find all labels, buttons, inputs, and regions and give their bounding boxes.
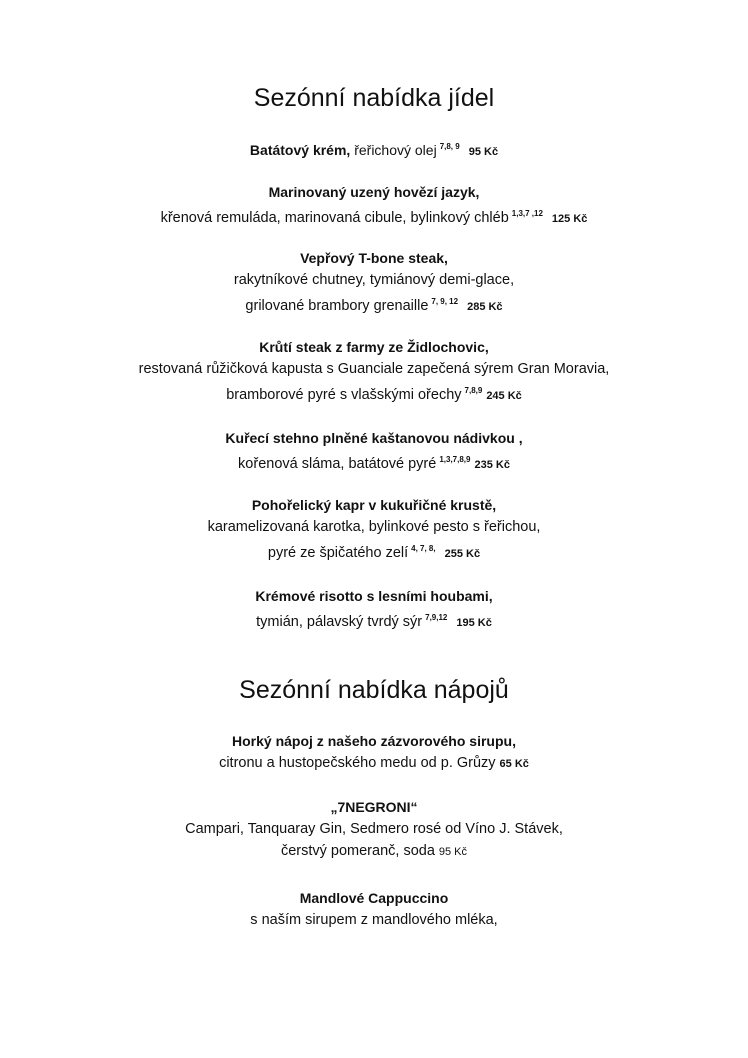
dish-name: Batátový krém, xyxy=(249,142,351,158)
drink-description: s naším sirupem z mandlového mléka, xyxy=(250,912,498,928)
dish-name: Pohořelický kapr v kukuřičné krustě, xyxy=(251,497,497,513)
dish-name: Marinovaný uzený hovězí jazyk, xyxy=(268,184,480,200)
dish-name: Vepřový T-bone steak, xyxy=(300,250,448,266)
drink-description-2: čerstvý pomeranč, soda xyxy=(280,843,435,859)
drink-name: Mandlové Cappuccino xyxy=(299,890,449,906)
dish-description-2: bramborové pyré s vlašskými ořechy xyxy=(226,387,462,403)
drink-item-cappuccino xyxy=(0,887,748,931)
dish-description: restovaná růžičková kapusta s Guanciale zapečená sýrem Gran Moravia, xyxy=(138,361,610,377)
menu-item-batatovy-krem xyxy=(0,136,748,163)
menu-item-t-bone-steak xyxy=(0,247,748,318)
dish-name: Kuřecí stehno plněné kaštanovou nádivkou , xyxy=(225,430,523,446)
allergens: 7,8,9 xyxy=(464,386,483,395)
dish-name: Krémové risotto s lesními houbami, xyxy=(255,588,493,604)
dish-price: 95 Kč xyxy=(468,146,499,158)
drink-item-negroni xyxy=(0,796,748,863)
menu-item-kureci-stehno xyxy=(0,427,748,476)
drink-description: Campari, Tanquaray Gin, Sedmero rosé od Víno J. Stávek, xyxy=(185,821,563,837)
dish-description: kořenová sláma, batátové pyré xyxy=(238,456,437,472)
dish-name: Krůtí steak z farmy ze Židlochovic, xyxy=(259,339,489,355)
menu-item-hovezi-jazyk xyxy=(0,181,748,230)
dish-description: řeřichový olej xyxy=(354,142,437,158)
drink-price: 95 Kč xyxy=(438,846,468,858)
dish-description: tymián, pálavský tvrdý sýr xyxy=(256,614,423,630)
dish-price: 285 Kč xyxy=(467,301,503,313)
dish-description-2: grilované brambory grenaille xyxy=(245,298,429,314)
allergens: 4, 7, 8, xyxy=(411,544,436,553)
allergens: 7, 9, 12 xyxy=(431,297,459,306)
dish-price: 255 Kč xyxy=(444,548,481,560)
allergens: 1,3,7 ,12 xyxy=(511,209,543,218)
menu-item-risotto xyxy=(0,585,748,634)
dish-description-2: pyré ze špičatého zelí xyxy=(267,545,409,561)
dish-price: 125 Kč xyxy=(551,213,588,225)
menu-item-kruti-steak xyxy=(0,336,748,407)
drink-price: 65 Kč xyxy=(499,758,529,770)
dish-description: karamelizovaná karotka, bylinkové pesto s řeřichou, xyxy=(207,519,541,535)
drinks-section-title: Sezónní nabídka nápojů xyxy=(239,676,509,704)
dish-description: křenová remuláda, marinovaná cibule, bylinkový chléb xyxy=(160,210,509,226)
dish-price: 195 Kč xyxy=(456,617,492,629)
allergens: 7,9,12 xyxy=(425,613,448,622)
allergens: 1,3,7,8,9 xyxy=(439,455,471,464)
dish-price: 245 Kč xyxy=(486,390,522,402)
drink-description: citronu a hustopečského medu od p. Grůzy xyxy=(219,755,496,771)
drink-item-zazvor xyxy=(0,730,748,775)
menu-item-pohorelicky-kapr xyxy=(0,494,748,565)
drink-name: Horký nápoj z našeho zázvorového sirupu, xyxy=(232,733,516,749)
food-section-title: Sezónní nabídka jídel xyxy=(253,84,495,112)
dish-price: 235 Kč xyxy=(474,459,510,471)
dish-description: rakytníkové chutney, tymiánový demi-glace, xyxy=(233,272,515,288)
allergens: 7,8, 9 xyxy=(439,142,460,151)
drink-name: „7NEGRONI“ xyxy=(330,799,418,815)
